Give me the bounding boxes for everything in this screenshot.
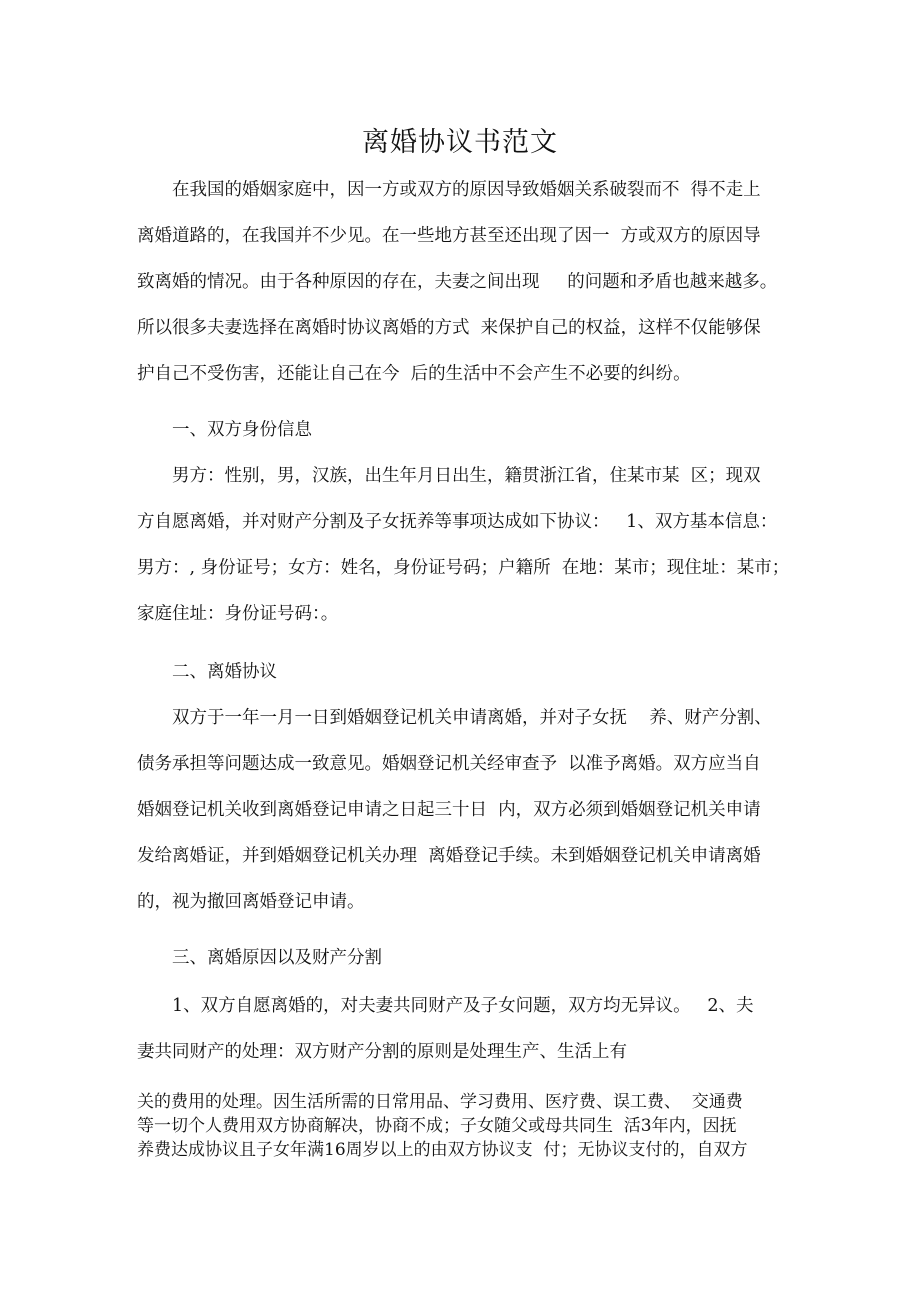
- body-line: 1、双方自愿离婚的，对夫妻共同财产及子女问题，双方均无异议。 2、夫: [137, 996, 754, 1016]
- body-line: 债务承担等问题达成一致意见。婚姻登记机关经审查予 以准予离婚。双方应当自: [137, 754, 761, 774]
- body-line: 妻共同财产的处理：双方财产分割的原则是处理生产、生活上有: [137, 1042, 627, 1062]
- body-line: 双方于一年一月一日到婚姻登记机关申请离婚，并对子女抚 养、财产分割、: [137, 708, 772, 728]
- body-line: 的，视为撤回离婚登记申请。: [137, 892, 365, 912]
- body-line: 所以很多夫妻选择在离婚时协议离婚的方式 来保护自己的权益，这样不仅能够保: [137, 318, 761, 338]
- body-line: 婚姻登记机关收到离婚登记申请之日起三十日 内，双方必须到婚姻登记机关申请: [137, 800, 761, 820]
- body-line: 离婚道路的，在我国并不少见。在一些地方甚至还出现了因一 方或双方的原因导: [137, 226, 761, 246]
- body-line: 男方：, 身份证号；女方：姓名，身份证号码；户籍所 在地：某市；现住址：某市；: [137, 558, 790, 578]
- body-line: 发给离婚证，并到婚姻登记机关办理 离婚登记手续。未到婚姻登记机关申请离婚: [137, 846, 761, 866]
- body-line: 护自己不受伤害，还能让自己在今 后的生活中不会产生不必要的纠纷。: [137, 364, 691, 384]
- document-title: 离婚协议书范文: [362, 127, 558, 158]
- body-line: 家庭住址：身份证号码：。: [137, 604, 339, 624]
- body-line: 在我国的婚姻家庭中，因一方或双方的原因导致婚姻关系破裂而不 得不走上: [137, 180, 761, 200]
- body-line: 二、离婚协议: [137, 662, 277, 682]
- body-line: 三、离婚原因以及财产分割: [137, 948, 382, 968]
- body-line: 一、双方身份信息: [137, 420, 312, 440]
- body-line: 等一切个人费用双方协商解决，协商不成；子女随父或母共同生 活3年内，因抚: [137, 1116, 737, 1136]
- body-line: 方自愿离婚，并对财产分割及子女抚养等事项达成如下协议： 1、双方基本信息：: [137, 512, 778, 532]
- body-line: 男方：性别，男，汉族，出生年月日出生，籍贯浙江省，住某市某 区；现双: [137, 466, 761, 486]
- body-line: 致离婚的情况。由于各种原因的存在，夫妻之间出现 的问题和矛盾也越来越多。: [137, 272, 778, 292]
- body-line: 关的费用的处理。因生活所需的日常用品、学习费用、医疗费、误工费、 交通费: [137, 1092, 743, 1112]
- body-line: 养费达成协议且子女年满16周岁以上的由双方协议支 付；无协议支付的，自双方: [137, 1140, 748, 1160]
